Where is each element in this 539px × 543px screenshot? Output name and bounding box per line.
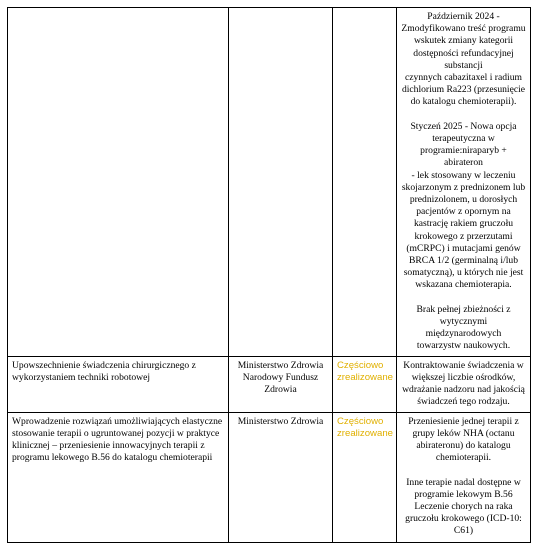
table-body	[8, 8, 531, 543]
table-row	[8, 8, 531, 357]
comment-line: kastrację rakiem gruczołu	[413, 218, 514, 230]
comment-paragraph	[401, 121, 526, 292]
comment-line: Styczeń 2025 - Nowa opcja	[410, 120, 517, 132]
status-text: Częściowo zrealizowane	[337, 415, 393, 439]
comment-line: programie:niraparyb + abirateron	[420, 145, 507, 169]
action-cell: Upowszechnienie świadczenia chirurgicznego z wykorzystaniem techniki robotowej	[8, 356, 229, 412]
institution-cell: Ministerstwo Zdrowia	[229, 412, 333, 542]
comment-line: świadczeń tego rodzaju.	[417, 396, 510, 408]
comment-line: wskutek zmiany kategorii	[413, 35, 514, 47]
comment-line: Brak pełnej zbieżności z	[416, 303, 511, 315]
comment-line: substancji	[444, 59, 483, 71]
comment-paragraph	[401, 477, 526, 538]
comment-line: prednizolonem, u dorosłych	[409, 194, 518, 206]
comment-line: Zmodyfikowano treść programu	[401, 23, 526, 35]
comment-line: somatyczną), u których nie jest	[403, 267, 524, 279]
comment-line: większej liczbie ośrodków,	[411, 371, 516, 383]
comment-line: Inne terapie nadal dostępne w	[406, 476, 521, 488]
comment-paragraph	[401, 360, 526, 409]
comment-paragraph	[401, 11, 526, 109]
comment-line: Kontraktowanie świadczenia w	[403, 359, 524, 371]
status-cell	[333, 356, 397, 412]
comment-cell	[397, 412, 531, 542]
action-cell: Wprowadzenie rozwiązań umożliwiających elastyczne stosowanie terapii o ugruntowanej pozycji w praktyce klinicznej – przeniesienie innowacyjnych terapii z programu lekowego B.56 do katalogu chemioterapii	[8, 412, 229, 542]
comment-line: (mCRPC) i mutacjami genów	[406, 242, 521, 254]
comment-line: skojarzonym z prednizonem lub	[401, 181, 526, 193]
comment-line: BRCA 1/2 (germinalną i/lub	[409, 255, 518, 267]
comment-line: pacjentów z opornym na	[416, 206, 511, 218]
comment-line: do katalogu chemioterapii).	[410, 96, 517, 108]
status-text: Częściowo zrealizowane	[337, 359, 393, 383]
comment-line: terapeutyczna w	[432, 133, 495, 145]
comment-paragraph	[401, 416, 526, 465]
comment-line: wskazana chemioterapia.	[415, 279, 512, 291]
comment-paragraph	[401, 304, 526, 353]
paragraph-gap	[401, 292, 526, 304]
comment-line: chemioterapii.	[435, 452, 492, 464]
status-cell	[333, 412, 397, 542]
comment-line: towarzystw naukowych.	[416, 340, 511, 352]
comment-line: abirateronu) do katalogu	[416, 440, 511, 452]
comment-line: Październik 2024 -	[427, 11, 500, 22]
comment-cell	[397, 8, 531, 357]
table-row	[8, 356, 531, 412]
comment-line: dichlorium Ra223 (przesunięcie	[401, 84, 526, 96]
comment-line: grupy leków NHA (octanu	[412, 427, 515, 439]
comment-line: - lek stosowany w leczeniu	[411, 169, 516, 181]
comment-line: wytycznymi międzynarodowych	[425, 316, 502, 340]
comment-line: programie lekowym B.56	[414, 488, 513, 500]
comment-line: Leczenie chorych na raka	[414, 501, 513, 513]
institution-cell	[229, 8, 333, 357]
comment-line: gruczołu krokowego (ICD-10:	[405, 513, 522, 525]
comment-line: czynnych cabazitaxel i radium	[405, 72, 522, 84]
action-cell	[8, 8, 229, 357]
comment-line: dostępności refundacyjnej	[413, 47, 514, 59]
comment-line: krokowego z przerzutami	[414, 230, 513, 242]
comment-line: C61)	[453, 525, 474, 537]
measures-table	[7, 7, 531, 543]
institution-cell: Ministerstwo Zdrowia Narodowy Fundusz Zdrowia	[229, 356, 333, 412]
comment-line: wdrażanie nadzoru nad jakością	[402, 384, 525, 396]
comment-cell	[397, 356, 531, 412]
paragraph-gap	[401, 464, 526, 476]
status-cell	[333, 8, 397, 357]
table-row	[8, 412, 531, 542]
paragraph-gap	[401, 109, 526, 121]
comment-line: Przeniesienie jednej terapii z	[408, 415, 519, 427]
